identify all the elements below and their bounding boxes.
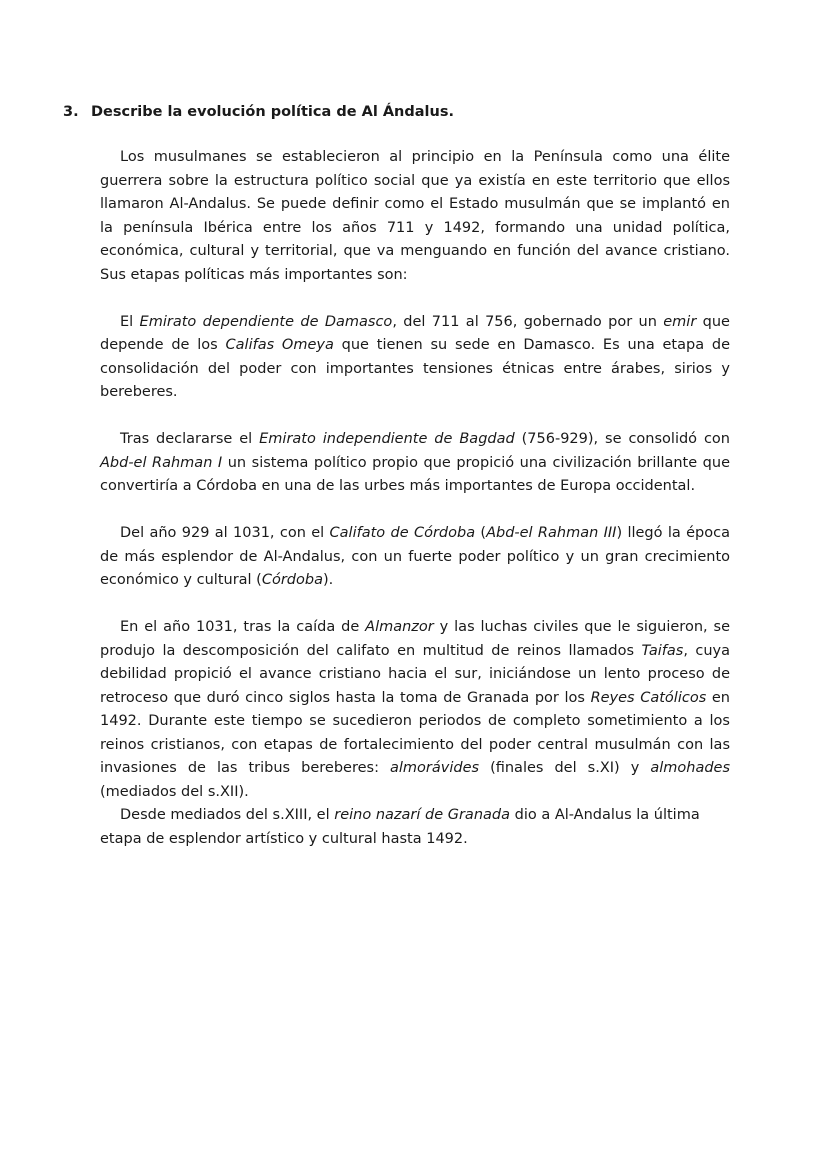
italic-term: Córdoba <box>261 572 323 588</box>
text-run: un sistema político propio que propició una civilización brillante que convertiría a Córdoba en una de las urbes más importantes de Europa occidental. <box>100 454 730 494</box>
paragraph-nazari <box>100 804 730 851</box>
italic-term: almorávides <box>390 760 480 776</box>
italic-term: Reyes Católicos <box>590 689 707 706</box>
italic-term: almohades <box>650 760 731 776</box>
paragraph-emirato-independiente <box>100 428 730 499</box>
paragraph-califato <box>100 522 730 593</box>
text-run: (756-929), se consolidó con <box>514 431 730 447</box>
text-run: Los musulmanes se establecieron al principio en la Península como una élite guerrera sobre la estructura político social que ya existía en este territorio que ellos llamaron Al-Andalus. Se puede definir como el Estado musulmán que se implantó en la península Ibérica entre los años 711 y 1492, formando una unidad política, económica, cultural y territorial, que va menguando en función del avance cristiano. Sus etapas políticas más importantes son: <box>100 149 730 283</box>
italic-term: Abd-el Rahman I <box>100 454 223 471</box>
text-run: , del 711 al 756, gobernado por un <box>392 313 664 330</box>
text-run: Tras declararse el <box>120 431 260 447</box>
text-run: que tienen su sede en Damasco. Es una etapa de consolidación del poder con importantes tensiones étnicas entre árabes, sirios y bereberes. <box>100 337 730 400</box>
text-run: , cuya debilidad propició el avance cristiano hacia el sur, iniciándose un lento proceso de retroceso que duró cinco siglos hasta la toma de Granada por los <box>100 642 730 706</box>
italic-term: Abd-el Rahman III <box>486 525 617 541</box>
paragraph-intro <box>100 146 730 287</box>
text-run: ) llegó la época de más esplendor de Al-Andalus, con un fuerte poder político y un gran crecimiento económico y cultural ( <box>100 525 730 588</box>
paragraph-taifas <box>100 616 730 804</box>
text-run: (mediados del s.XII). <box>100 783 249 800</box>
italic-term: Almanzor <box>365 619 434 635</box>
text-run: ( <box>475 525 487 541</box>
text-run: El <box>120 313 140 330</box>
text-run: Del año 929 al 1031, con el <box>120 525 330 541</box>
question-number: 3. <box>63 104 79 120</box>
text-run: y las luchas civiles que le siguieron, se produjo la descomposición del califato en multitud de reinos llamados <box>100 619 731 659</box>
italic-term: Emirato dependiente de Damasco <box>139 313 393 330</box>
text-run: En el año 1031, tras la caída de <box>120 619 366 635</box>
text-run: en 1492. Durante este tiempo se sucedieron periodos de completo sometimiento a los reinos cristianos, con etapas de fortalecimiento del poder central musulmán con las invasiones de las tribus bereberes: <box>100 689 730 776</box>
paragraph-emirato-dependiente <box>100 311 730 405</box>
text-run: que depende de los <box>100 313 730 353</box>
question-heading <box>63 102 733 122</box>
italic-term: Taifas <box>641 642 684 659</box>
text-run: (finales del s.XI) y <box>479 760 651 776</box>
italic-term: Emirato independiente de Bagdad <box>259 431 515 447</box>
text-run: Desde mediados del s.XIII, el <box>120 807 335 823</box>
italic-term: emir <box>663 313 697 330</box>
answer-body <box>100 146 730 851</box>
italic-term: Califato de Córdoba <box>329 525 476 541</box>
question-title: Describe la evolución política de Al Ándalus. <box>91 104 454 120</box>
text-run: ). <box>322 572 334 588</box>
italic-term: reino nazarí de Granada <box>334 807 510 823</box>
italic-term: Califas Omeya <box>225 337 334 353</box>
text-run: dio a Al-Andalus la última etapa de esplendor artístico y cultural hasta 1492. <box>100 807 700 847</box>
